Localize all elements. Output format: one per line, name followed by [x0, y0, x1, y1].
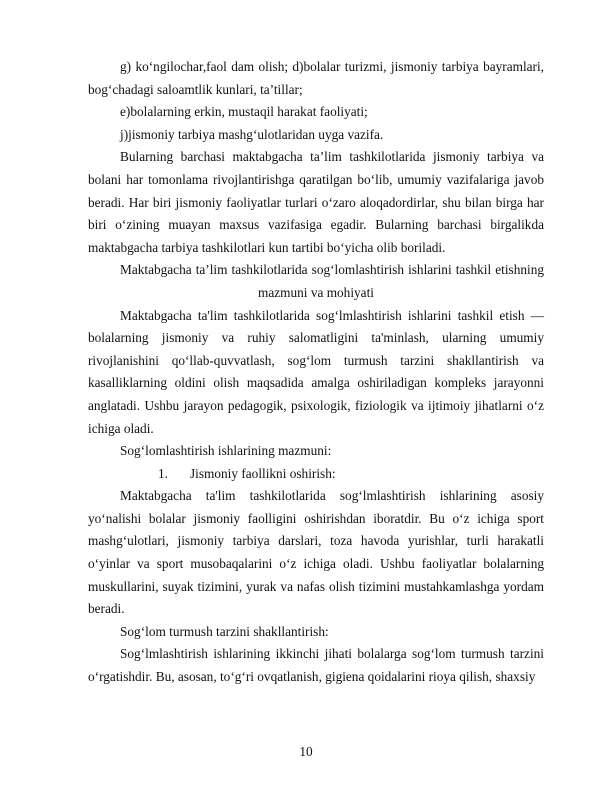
paragraph-item-e: e)bolalarning erkin, mustaqil harakat faoliyati;: [120, 104, 368, 120]
subheading-content: Sog‘lomlashtirish ishlarining mazmuni:: [120, 443, 332, 459]
numbered-list-item: [88, 463, 544, 486]
subheading-healthy-lifestyle: Sog‘lom turmush tarzini shakllantirish:: [120, 623, 329, 639]
paragraph-activities-list: g) ko‘ngilochar,faol dam olish; d)bolalar turizmi, jismoniy tarbiya bayramlari, bog‘chadagi saloamtlik kunlari, ta’tillar;: [88, 59, 544, 97]
list-item-text: Jismoniy faollikni oshirish:: [190, 465, 336, 481]
paragraph-summary: Bularning barchasi maktabgacha ta’lim tashkilotlarida jismoniy tarbiya va bolani har tomonlama rivojlantirishga qaratilgan bo‘lib, umumiy vazifalariga javob beradi. Har biri jismoniy faoliyatlar turlari o‘zaro aloqadordirlar, shu bilan birga har biri o‘zining muayan maxsus vazifasiga egadir. Bularning barchasi birgalikda maktabgacha tarbiya tashkilotlari kun tartibi bo‘yicha olib boriladi.: [88, 149, 544, 255]
paragraph-definition: Maktabgacha ta'lim tashkilotlarida sog‘lmlashtirish ishlarini tashkil etish — bolalarning jismoniy va ruhiy salomatligini ta'minlash, ularning umumiy rivojlanishini qo‘llab-quvvatlash, sog‘lom turmush tarzini shakllantirish va kasalliklarning oldini olish maqsadida amalga oshiriladigan kompleks jarayonni anglatadi. Ushbu jarayon pedagogik, psixologik, fiziologik va ijtimoiy jihatlarni o‘z ichiga oladi.: [88, 307, 544, 436]
page-content: [88, 56, 544, 689]
page-number: 10: [299, 744, 313, 759]
list-item-number: 1.: [158, 465, 168, 481]
paragraph-healthy-lifestyle: Sog‘lmlashtirish ishlarining ikkinchi jihati bolalarga sog‘lom turmush tarzini o‘rgatishdir. Bu, asosan, to‘g‘ri ovqatlanish, gigiena qoidalarini rioya qilish, shaxsiy: [88, 646, 544, 685]
section-heading-line-1: Maktabgacha ta’lim tashkilotlarida sog‘lomlashtirish ishlarini tashkil etishning: [120, 262, 544, 278]
section-heading-line-2: mazmuni va mohiyati: [258, 284, 374, 300]
paragraph-physical-activity: Maktabgacha ta'lim tashkilotlarida sog‘lmlashtirish ishlarining asosiy yo‘nalishi bolalar jismoniy faolligini oshirishdan iboratdir. Bu o‘z ichiga sport mashg‘ulotlari, jismoniy tarbiya darslari, toza havoda yurishlar, turli harakatli o‘yinlar va sport musobaqalarini o‘z ichiga oladi. Ushbu faoliyatlar bolalarning muskullarini, suyak tizimini, yurak va nafas olish tizimini mustahkamlashga yordam beradi.: [88, 488, 544, 617]
paragraph-item-j: j)jismoniy tarbiya mashg‘ulotlaridan uyga vazifa.: [120, 126, 384, 142]
